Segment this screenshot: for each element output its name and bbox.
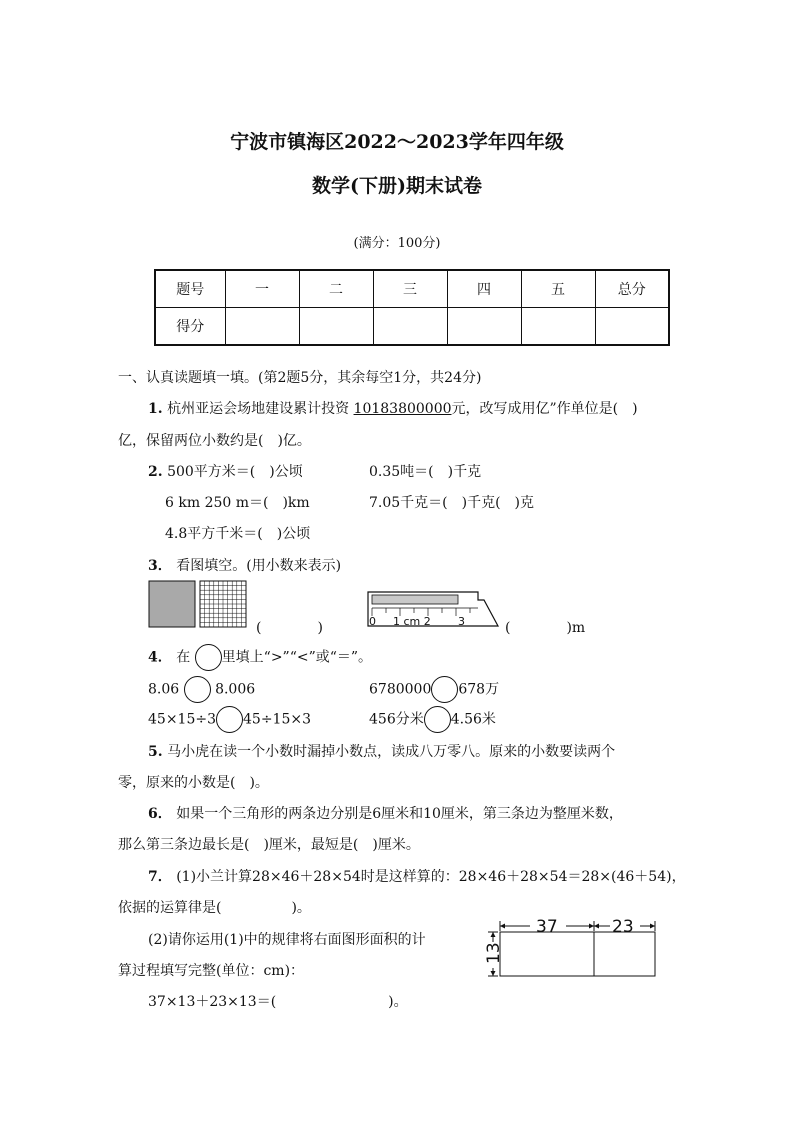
width-label-37: 37 [536, 918, 558, 937]
question-2-a [148, 461, 303, 481]
question-text: 元，改写成用亿”作单位是( ) [451, 401, 638, 417]
compare-right: 4.56米 [450, 711, 496, 728]
answer-circle[interactable] [216, 706, 243, 733]
question-1-line2: 亿，保留两位小数约是( )亿。 [118, 433, 311, 449]
width-label-23: 23 [612, 918, 634, 937]
question-7-line3: (2)请你运用(1)中的规律将右面图形面积的计 [148, 932, 426, 948]
question-2-c: 6 km 250 m＝( )km [165, 495, 310, 511]
question-text: 马小虎在读一个小数时漏掉小数点，读成八万零八。原来的小数要读两个 [167, 744, 616, 760]
compare-right: 8.006 [215, 681, 256, 698]
score-cell[interactable] [447, 308, 521, 346]
compare-left: 456分米 [369, 711, 424, 728]
score-cell[interactable] [521, 308, 595, 346]
compare-left: 45×15÷3 [148, 711, 216, 728]
full-score-note: (满分：100分) [353, 236, 441, 251]
page-title-line2: 数学(下册)期末试卷 [312, 175, 482, 197]
question-text: 500平方米＝( )公顷 [167, 464, 303, 480]
score-table-col-2: 二 [299, 270, 373, 308]
score-table-col-5: 五 [521, 270, 595, 308]
question-6-line2: 那么第三条边最长是( )厘米，最短是( )厘米。 [118, 837, 420, 853]
height-label-13: 13 [484, 942, 504, 964]
question-3 [148, 555, 341, 575]
area-rectangle-figure [470, 918, 660, 982]
score-cell[interactable] [373, 308, 447, 346]
question-2-b: 0.35吨＝( )千克 [369, 464, 482, 480]
score-table-col-total: 总分 [595, 270, 669, 308]
score-cell[interactable] [225, 308, 299, 346]
question-4-b [369, 676, 499, 703]
question-7-line5: 37×13＋23×13＝( )。 [148, 994, 408, 1010]
question-number: 4． [148, 649, 172, 666]
question-number: 5. [148, 744, 163, 760]
score-table-col-1: 一 [225, 270, 299, 308]
ruler-figure [366, 590, 500, 632]
question-4-c [148, 706, 311, 733]
decimal-grid-figure [148, 580, 248, 630]
question-text: 如果一个三角形的两条边分别是6厘米和10厘米，第三条边为整厘米数， [176, 806, 623, 822]
question-1-line1 [148, 398, 638, 418]
compare-right: 45÷15×3 [243, 711, 311, 728]
ruler-label-3: 3 [458, 615, 465, 628]
question-number: 1. [148, 401, 163, 417]
score-table-score-row [155, 308, 669, 346]
question-text: 看图填空。(用小数来表示) [176, 558, 342, 574]
page-title-line1: 宁波市镇海区2022～2023学年四年级 [230, 131, 564, 153]
answer-circle[interactable] [431, 676, 458, 703]
question-6-line1 [148, 803, 623, 823]
score-table-col-3: 三 [373, 270, 447, 308]
question-5-line2: 零，原来的小数是( )。 [118, 775, 269, 791]
section1-heading: 一、认真读题填一填。(第2题5分，其余每空1分，共24分) [118, 370, 482, 386]
score-cell[interactable] [299, 308, 373, 346]
ruler-label-1cm2: 1 cm 2 [393, 615, 431, 628]
score-table-row-label: 题号 [155, 270, 225, 308]
question-number: 6． [148, 806, 172, 822]
ruler-label-0: 0 [369, 615, 376, 628]
hundred-grid [200, 581, 246, 627]
question-text: 里填上“>”“<”或“＝”。 [221, 649, 373, 666]
measured-bar [372, 595, 458, 604]
question-7-line1 [148, 866, 686, 886]
score-table-col-4: 四 [447, 270, 521, 308]
question-7-line2: 依据的运算律是( )。 [118, 900, 311, 916]
compare-left: 8.06 [148, 681, 180, 698]
score-table-row-label: 得分 [155, 308, 225, 346]
question-text: (1)小兰计算28×46＋28×54时是这样算的：28×46＋28×54＝28×(46＋54)， [176, 869, 686, 885]
highlighted-number: 10183800000 [353, 401, 452, 417]
question-3-blank-1[interactable]: ( ) [256, 620, 323, 636]
question-4-a [148, 676, 255, 703]
question-4-d [369, 706, 496, 733]
question-5-line1 [148, 741, 615, 761]
question-2-d: 7.05千克＝( )千克( )克 [369, 495, 535, 511]
answer-circle[interactable] [184, 676, 211, 703]
question-4 [148, 644, 372, 671]
question-number: 2. [148, 464, 163, 480]
score-cell[interactable] [595, 308, 669, 346]
question-number: 3． [148, 558, 172, 574]
question-3-blank-2[interactable]: ( )m [505, 620, 586, 636]
question-number: 7． [148, 869, 172, 885]
question-text: 杭州亚运会场地建设累计投资 [167, 401, 350, 417]
comparison-circle-icon [195, 644, 222, 671]
combined-rectangle [500, 932, 655, 976]
compare-right: 678万 [458, 681, 500, 698]
full-square [149, 581, 195, 627]
score-table-header-row [155, 270, 669, 308]
answer-circle[interactable] [424, 706, 451, 733]
question-7-line4: 算过程填写完整(单位：cm)： [118, 963, 305, 979]
question-text: 在 [176, 649, 191, 666]
compare-left: 6780000 [369, 681, 432, 698]
question-2-e: 4.8平方千米＝( )公顷 [165, 526, 311, 542]
score-table [154, 269, 670, 346]
